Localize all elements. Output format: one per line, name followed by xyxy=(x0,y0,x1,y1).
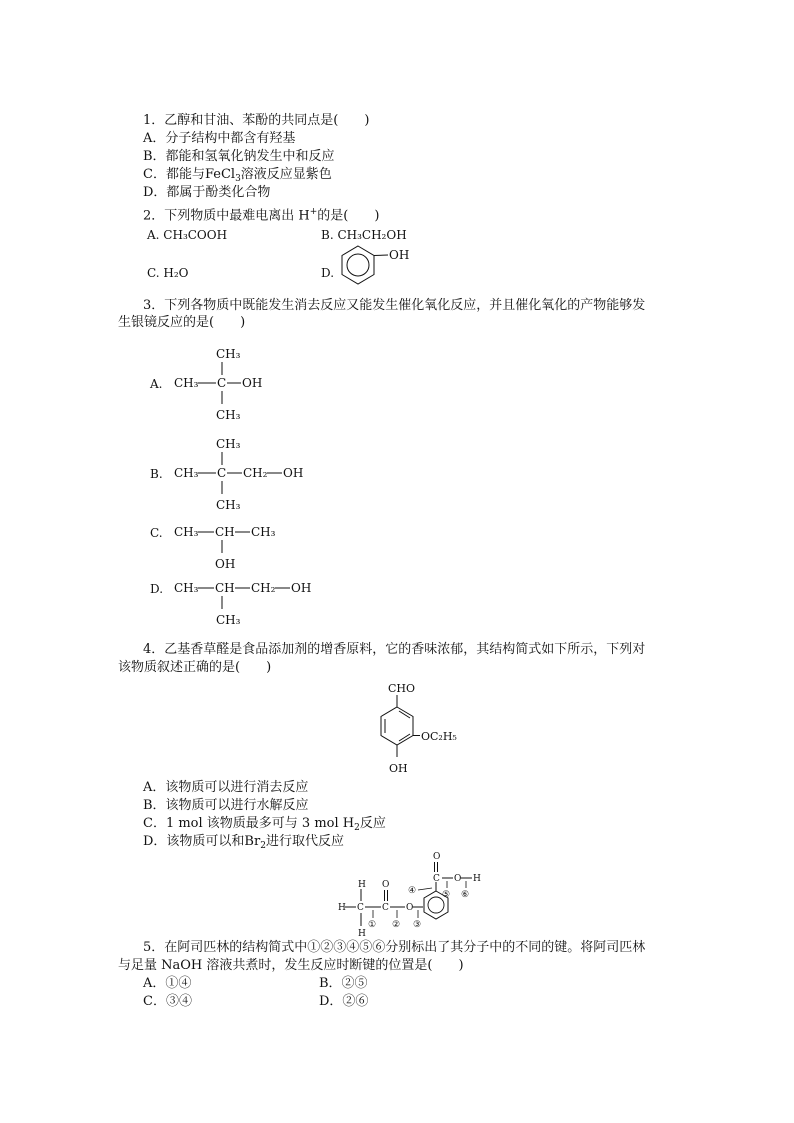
q2-option-a: A. CH₃COOH xyxy=(147,228,228,242)
q1-option-a: A．分子结构中都含有羟基 xyxy=(143,131,296,146)
q2-option-d-label: D. xyxy=(321,266,335,280)
aspirin-label-1: ① xyxy=(368,920,377,930)
q4-option-c-pre: C．1 mol 该物质最多可与 3 mol H xyxy=(143,816,355,831)
b-ch3-bottom: CH₃ xyxy=(216,498,241,512)
vanillin-ring xyxy=(381,707,413,745)
q5-option-b: B．②⑤ xyxy=(319,976,368,991)
a-ch3-bottom: CH₃ xyxy=(216,408,241,422)
q1-option-c-pre: C．都能与FeCl xyxy=(143,167,236,182)
d-oh: OH xyxy=(291,581,312,595)
aspirin-o-hydroxyl: O xyxy=(454,874,462,884)
q2-option-b: B. CH₃CH₂OH xyxy=(321,228,407,242)
c-ch3-right: CH₃ xyxy=(251,525,276,539)
q2-phenol-structure xyxy=(338,246,418,296)
q3-option-b-structure xyxy=(170,433,340,513)
q2-option-c: C. H₂O xyxy=(147,266,189,280)
q4-option-d xyxy=(143,833,344,855)
q5-option-c: C．③④ xyxy=(143,994,192,1009)
q3-option-d-structure xyxy=(170,576,340,636)
q1-option-c-post: 溶液反应显紫色 xyxy=(240,167,332,182)
aspirin-arrow-4 xyxy=(418,888,432,890)
q2-stem xyxy=(143,203,379,225)
d-ch3-bottom: CH₃ xyxy=(216,613,241,627)
aspirin-c-carbonyl: C xyxy=(382,903,389,913)
q1-option-d: D．都属于酚类化合物 xyxy=(143,185,271,200)
a-ch3-left: CH₃ xyxy=(174,376,199,390)
a-c-center: C xyxy=(217,376,227,390)
q3-option-a-label: A. xyxy=(150,377,163,391)
aspirin-label-4: ④ xyxy=(408,886,417,896)
q2-stem-sup: + xyxy=(309,207,318,217)
aspirin-o-carboxyl-top: O xyxy=(433,852,441,862)
q4-option-a: A．该物质可以进行消去反应 xyxy=(143,780,309,795)
vanillin-ring-db2 xyxy=(399,711,410,718)
q3-option-c-structure xyxy=(170,520,300,580)
aspirin-h-left: H xyxy=(338,903,346,913)
aspirin-label-2: ② xyxy=(392,920,401,930)
c-ch3-left: CH₃ xyxy=(174,525,199,539)
vanillin-ring-db3 xyxy=(399,734,410,741)
d-ch2: CH₂ xyxy=(251,581,276,595)
a-oh: OH xyxy=(242,376,263,390)
q4-stem-line2: 该物质叙述正确的是( ) xyxy=(118,660,272,675)
q3-stem-line2: 生银镜反应的是( ) xyxy=(118,315,246,330)
q4-ethyl-vanillin-structure xyxy=(376,680,486,780)
q4-option-c-post: 反应 xyxy=(359,816,386,831)
a-ch3-top: CH₃ xyxy=(216,347,241,361)
q3-option-a-structure xyxy=(170,343,290,423)
q5-stem-line1: 5．在阿司匹林的结构简式中①②③④⑤⑥分别标出了其分子中的不同的键。将阿司匹林 xyxy=(143,940,646,955)
q3-option-b-label: B. xyxy=(150,467,163,481)
c-oh: OH xyxy=(215,557,236,571)
b-ch2: CH₂ xyxy=(243,466,268,480)
q2-stem-pre: 2．下列物质中最难电离出 H xyxy=(143,208,310,224)
d-ch3-left: CH₃ xyxy=(174,581,199,595)
q4-option-d-post: 进行取代反应 xyxy=(265,834,344,849)
aspirin-h-bottom: H xyxy=(358,929,366,939)
aspirin-label-6: ⑥ xyxy=(461,890,470,900)
aspirin-c-methyl: C xyxy=(357,903,364,913)
q4-option-c-sub: 2 xyxy=(354,823,360,833)
q3-option-c-label: C. xyxy=(150,526,163,540)
c-ch-center: CH xyxy=(215,525,235,539)
b-ch3-top: CH₃ xyxy=(216,437,241,451)
q1-option-b: B．都能和氢氧化钠发生中和反应 xyxy=(143,149,335,164)
phenol-oh-bond xyxy=(374,255,388,256)
q5-option-d: D．②⑥ xyxy=(319,994,369,1009)
vanillin-cho: CHO xyxy=(388,682,416,695)
aspirin-o-ester: O xyxy=(406,903,414,913)
aspirin-o-carbonyl: O xyxy=(382,880,390,890)
b-ch3-left: CH₃ xyxy=(174,466,199,480)
q1-stem: 1．乙醇和甘油、苯酚的共同点是( ) xyxy=(143,113,370,128)
q3-stem-line1: 3．下列各物质中既能发生消去反应又能发生催化氧化反应，并且催化氧化的产物能够发 xyxy=(143,298,646,313)
aspirin-h-top: H xyxy=(358,880,366,890)
vanillin-oh: OH xyxy=(389,762,408,775)
q3-option-d-label: D. xyxy=(150,582,164,596)
q5-aspirin-structure xyxy=(336,848,496,944)
phenol-oh: OH xyxy=(389,248,410,262)
b-c-center: C xyxy=(217,466,227,480)
q5-option-a: A．①④ xyxy=(143,976,192,991)
q2-stem-post: 的是( ) xyxy=(317,208,380,224)
q5-stem-line2: 与足量 NaOH 溶液共煮时，发生反应时断键的位置是( ) xyxy=(118,958,464,973)
q4-stem-line1: 4．乙基香草醛是食品添加剂的增香原料，它的香味浓郁，其结构简式如下所示，下列对 xyxy=(143,642,646,657)
aspirin-label-5: ⑤ xyxy=(442,890,451,900)
q4-option-d-sub: 2 xyxy=(260,841,266,851)
q4-option-b: B．该物质可以进行水解反应 xyxy=(143,798,309,813)
vanillin-oc2h5: OC₂H₅ xyxy=(421,730,457,743)
aspirin-c-carboxyl: C xyxy=(433,874,440,884)
aspirin-h-hydroxyl: H xyxy=(473,874,481,884)
q1-option-c-sub: 3 xyxy=(235,174,241,184)
q4-option-d-pre: D．该物质可以和Br xyxy=(143,834,261,849)
b-oh: OH xyxy=(283,466,304,480)
d-ch-center: CH xyxy=(215,581,235,595)
aspirin-label-3: ③ xyxy=(413,920,422,930)
phenol-ring-circle xyxy=(347,254,369,276)
